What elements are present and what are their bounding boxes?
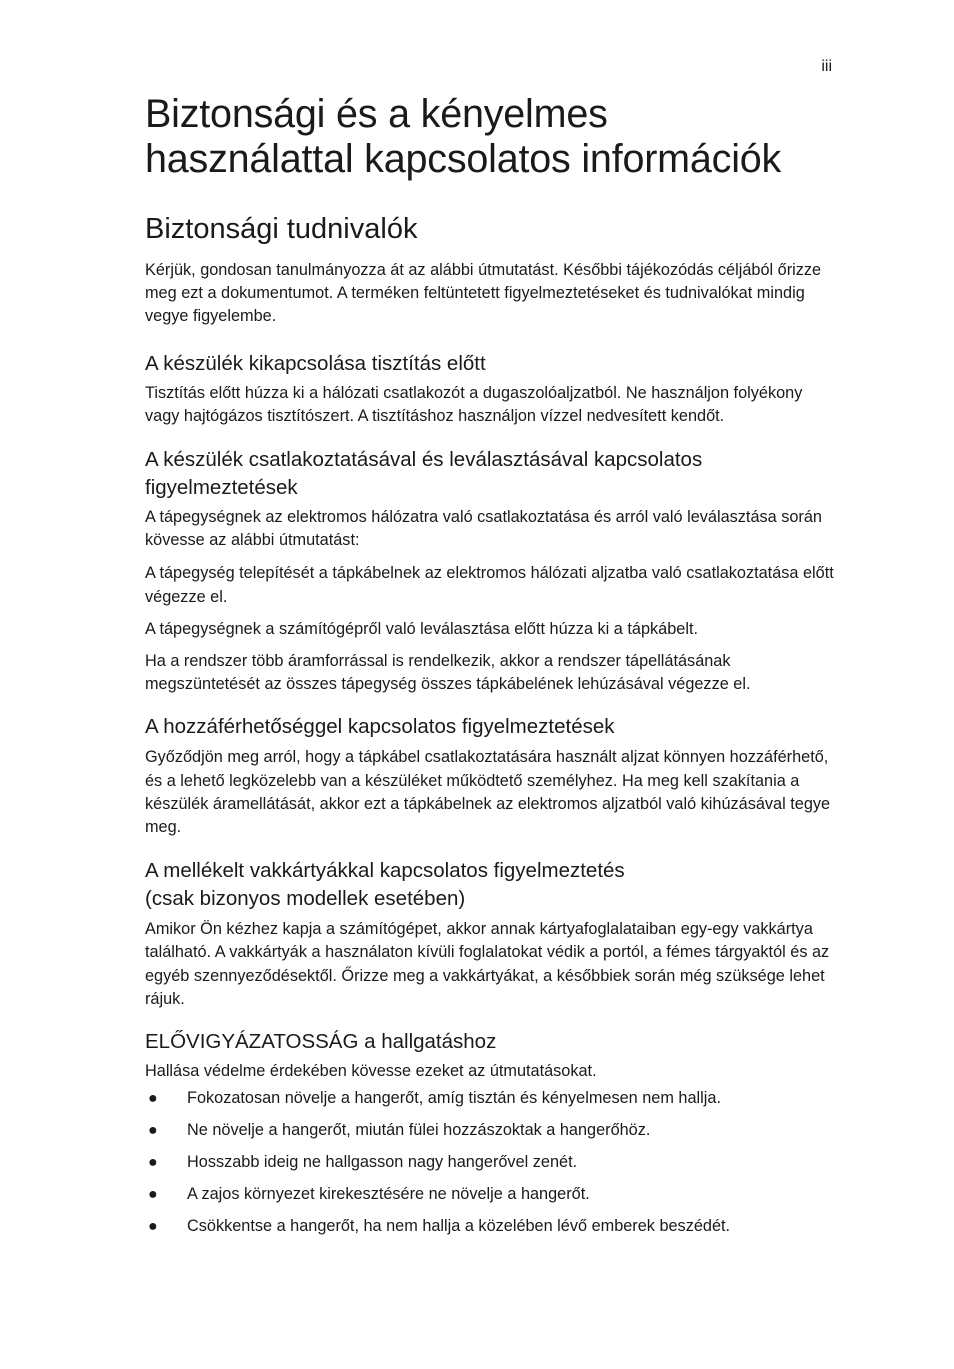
paragraph-connecting-4: Ha a rendszer több áramforrással is rendelkezik, akkor a rendszer tápellátásának megszüntetését az összes tápegység összes tápkábelének lehúzásával végezze el. — [145, 652, 751, 694]
bullet-icon: ● — [148, 1122, 158, 1140]
list-item — [145, 1183, 835, 1206]
list-item — [145, 1119, 835, 1142]
section-title: Biztonsági tudnivalók — [145, 213, 418, 245]
list-item — [145, 1151, 835, 1174]
heading-cleaning: A készülék kikapcsolása tisztítás előtt — [145, 351, 486, 375]
intro-paragraph: Kérjük, gondosan tanulmányozza át az alábbi útmutatást. Későbbi tájékozódás céljából őrizze meg ezt a dokumentumot. A terméken feltüntetett figyelmeztetéseket és tudnivalókat mindig vegye figyelembe. — [145, 261, 822, 326]
page-title-line-1: Biztonsági és a kényelmes — [145, 92, 608, 136]
page-number: iii — [821, 58, 832, 75]
paragraph-cleaning: Tisztítás előtt húzza ki a hálózati csatlakozót a dugaszolóaljzatból. Ne használjon folyékony vagy hajtógázos tisztítószert. A tisztításhoz használjon vízzel nedvesített kendőt. — [145, 383, 803, 425]
heading-dummy-cards — [145, 857, 835, 913]
heading-connecting — [145, 446, 835, 502]
paragraph-dummy-cards: Amikor Ön kézhez kapja a számítógépet, akkor annak kártyafoglalataiban egy-egy vakkártya található. A vakkártyák a használaton kívüli foglalatokat védik a portól, a fémes tárgyaktól és az egyéb szennyeződésektől. Őrizze meg a vakkártyákat, a későbbiek során még szüksége lehet rájuk. — [145, 920, 830, 1008]
heading-accessibility: A hozzáférhetőséggel kapcsolatos figyelmeztetések — [145, 715, 615, 739]
bullet-icon: ● — [148, 1186, 158, 1204]
heading-connecting-line-2: figyelmeztetések — [145, 476, 298, 500]
heading-listening-caution: ELŐVIGYÁZATOSSÁG a hallgatáshoz — [145, 1030, 497, 1054]
listening-bullet-list — [145, 1087, 835, 1238]
list-item — [145, 1087, 835, 1110]
bullet-icon: ● — [148, 1090, 158, 1108]
heading-dummy-cards-line-2: (csak bizonyos modellek esetében) — [145, 887, 466, 911]
page-title-line-2: használattal kapcsolatos információk — [145, 137, 782, 181]
paragraph-connecting-2: A tápegység telepítését a tápkábelnek az elektromos hálózati aljzatba való csatlakoztatása előtt végezze el. — [145, 564, 834, 606]
paragraph-listening-caution: Hallása védelme érdekében kövesse ezeket az útmutatásokat. — [145, 1062, 597, 1081]
list-item-text: Hosszabb ideig ne hallgasson nagy hangerővel zenét. — [187, 1153, 578, 1172]
list-item-text: Csökkentse a hangerőt, ha nem hallja a közelében lévő emberek beszédét. — [187, 1217, 731, 1236]
paragraph-connecting-3: A tápegységnek a számítógépről való leválasztása előtt húzza ki a tápkábelt. — [145, 619, 698, 638]
list-item — [145, 1215, 835, 1238]
list-item-text: Ne növelje a hangerőt, miután fülei hozzászoktak a hangerőhöz. — [187, 1121, 651, 1140]
list-item-text: A zajos környezet kirekesztésére ne növelje a hangerőt. — [187, 1185, 590, 1204]
heading-connecting-line-1: A készülék csatlakoztatásával és leválasztásával kapcsolatos — [145, 448, 703, 472]
paragraph-connecting-1: A tápegységnek az elektromos hálózatra való csatlakoztatása és arról való leválasztása során kövesse az alábbi útmutatást: — [145, 508, 822, 550]
bullet-icon: ● — [148, 1154, 158, 1172]
bullet-icon: ● — [148, 1218, 158, 1236]
paragraph-accessibility: Győződjön meg arról, hogy a tápkábel csatlakoztatására használt aljzat könnyen hozzáférhető, és a lehető legközelebb van a készüléket működtető személyhez. Ha meg kell szakítania a készülék áramellátását, akkor ezt a tápkábelnek az elektromos aljzatból való kihúzásával tegye meg. — [145, 748, 831, 837]
page-title — [145, 92, 835, 182]
heading-dummy-cards-line-1: A mellékelt vakkártyákkal kapcsolatos figyelmeztetés — [145, 859, 625, 883]
list-item-text: Fokozatosan növelje a hangerőt, amíg tisztán és kényelmesen nem hallja. — [187, 1089, 721, 1108]
document-body — [145, 92, 835, 1238]
